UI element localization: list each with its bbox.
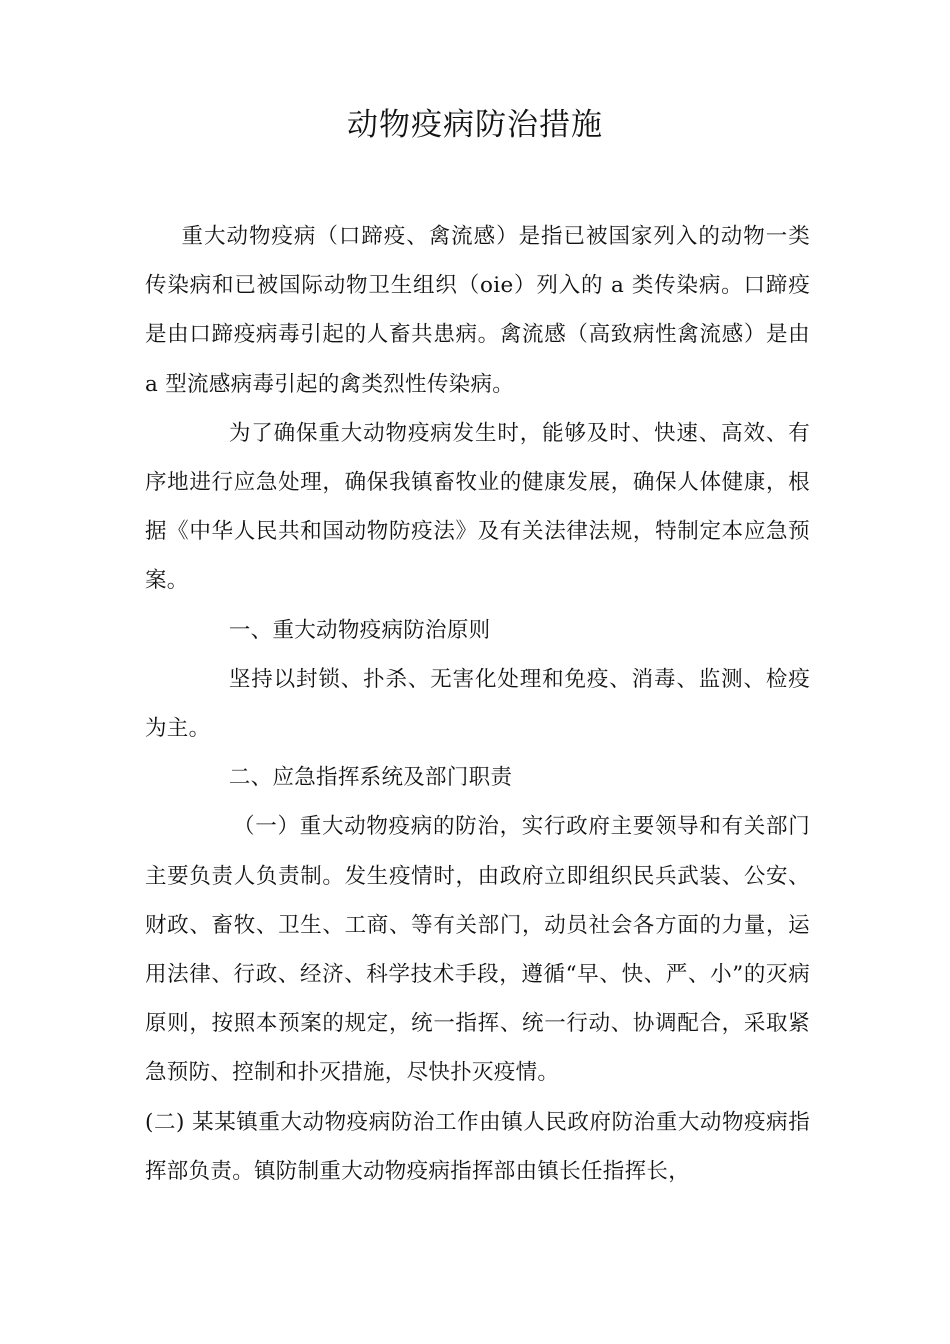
- document-title: 动物疫病防治措施: [347, 107, 603, 143]
- paragraph-item-two: (二) 某某镇重大动物疫病防治工作由镇人民政府防治重大动物疫病指挥部负责。镇防制重大动物疫病指挥部由镇长任指挥长，: [145, 1109, 810, 1184]
- section-heading-principles: 一、重大动物疫病防治原则: [228, 617, 491, 643]
- paragraph-intro: 重大动物疫病（口蹄疫、禽流感）是指已被国家列入的动物一类传染病和已被国际动物卫生组织（oie）列入的 a 类传染病。口蹄疫是由口蹄疫病毒引起的人畜共患病。禽流感（高致病性禽流感）是由 a 型流感病毒引起的禽类烈性传染病。: [145, 224, 810, 397]
- paragraph-purpose: 为了确保重大动物疫病发生时，能够及时、快速、高效、有序地进行应急处理，确保我镇畜牧业的健康发展，确保人体健康，根据《中华人民共和国动物防疫法》及有关法律法规，特制定本应急预案。: [145, 420, 810, 594]
- paragraph-item-one: （一）重大动物疫病的防治，实行政府主要领导和有关部门主要负责人负责制。发生疫情时，由政府立即组织民兵武装、公安、财政、畜牧、卫生、工商、等有关部门，动员社会各方面的力量，运用法律、行政、经济、科学技术手段，遵循“早、快、严、小”的灭病原则，按照本预案的规定，统一指挥、统一行动、协调配合，采取紧急预防、控制和扑灭措施，尽快扑灭疫情。: [145, 814, 810, 1086]
- document-body: [145, 212, 810, 1196]
- section-heading-command-system: 二、应急指挥系统及部门职责: [228, 765, 513, 791]
- paragraph-principles: 坚持以封锁、扑杀、无害化处理和免疫、消毒、监测、检疫为主。: [145, 666, 810, 742]
